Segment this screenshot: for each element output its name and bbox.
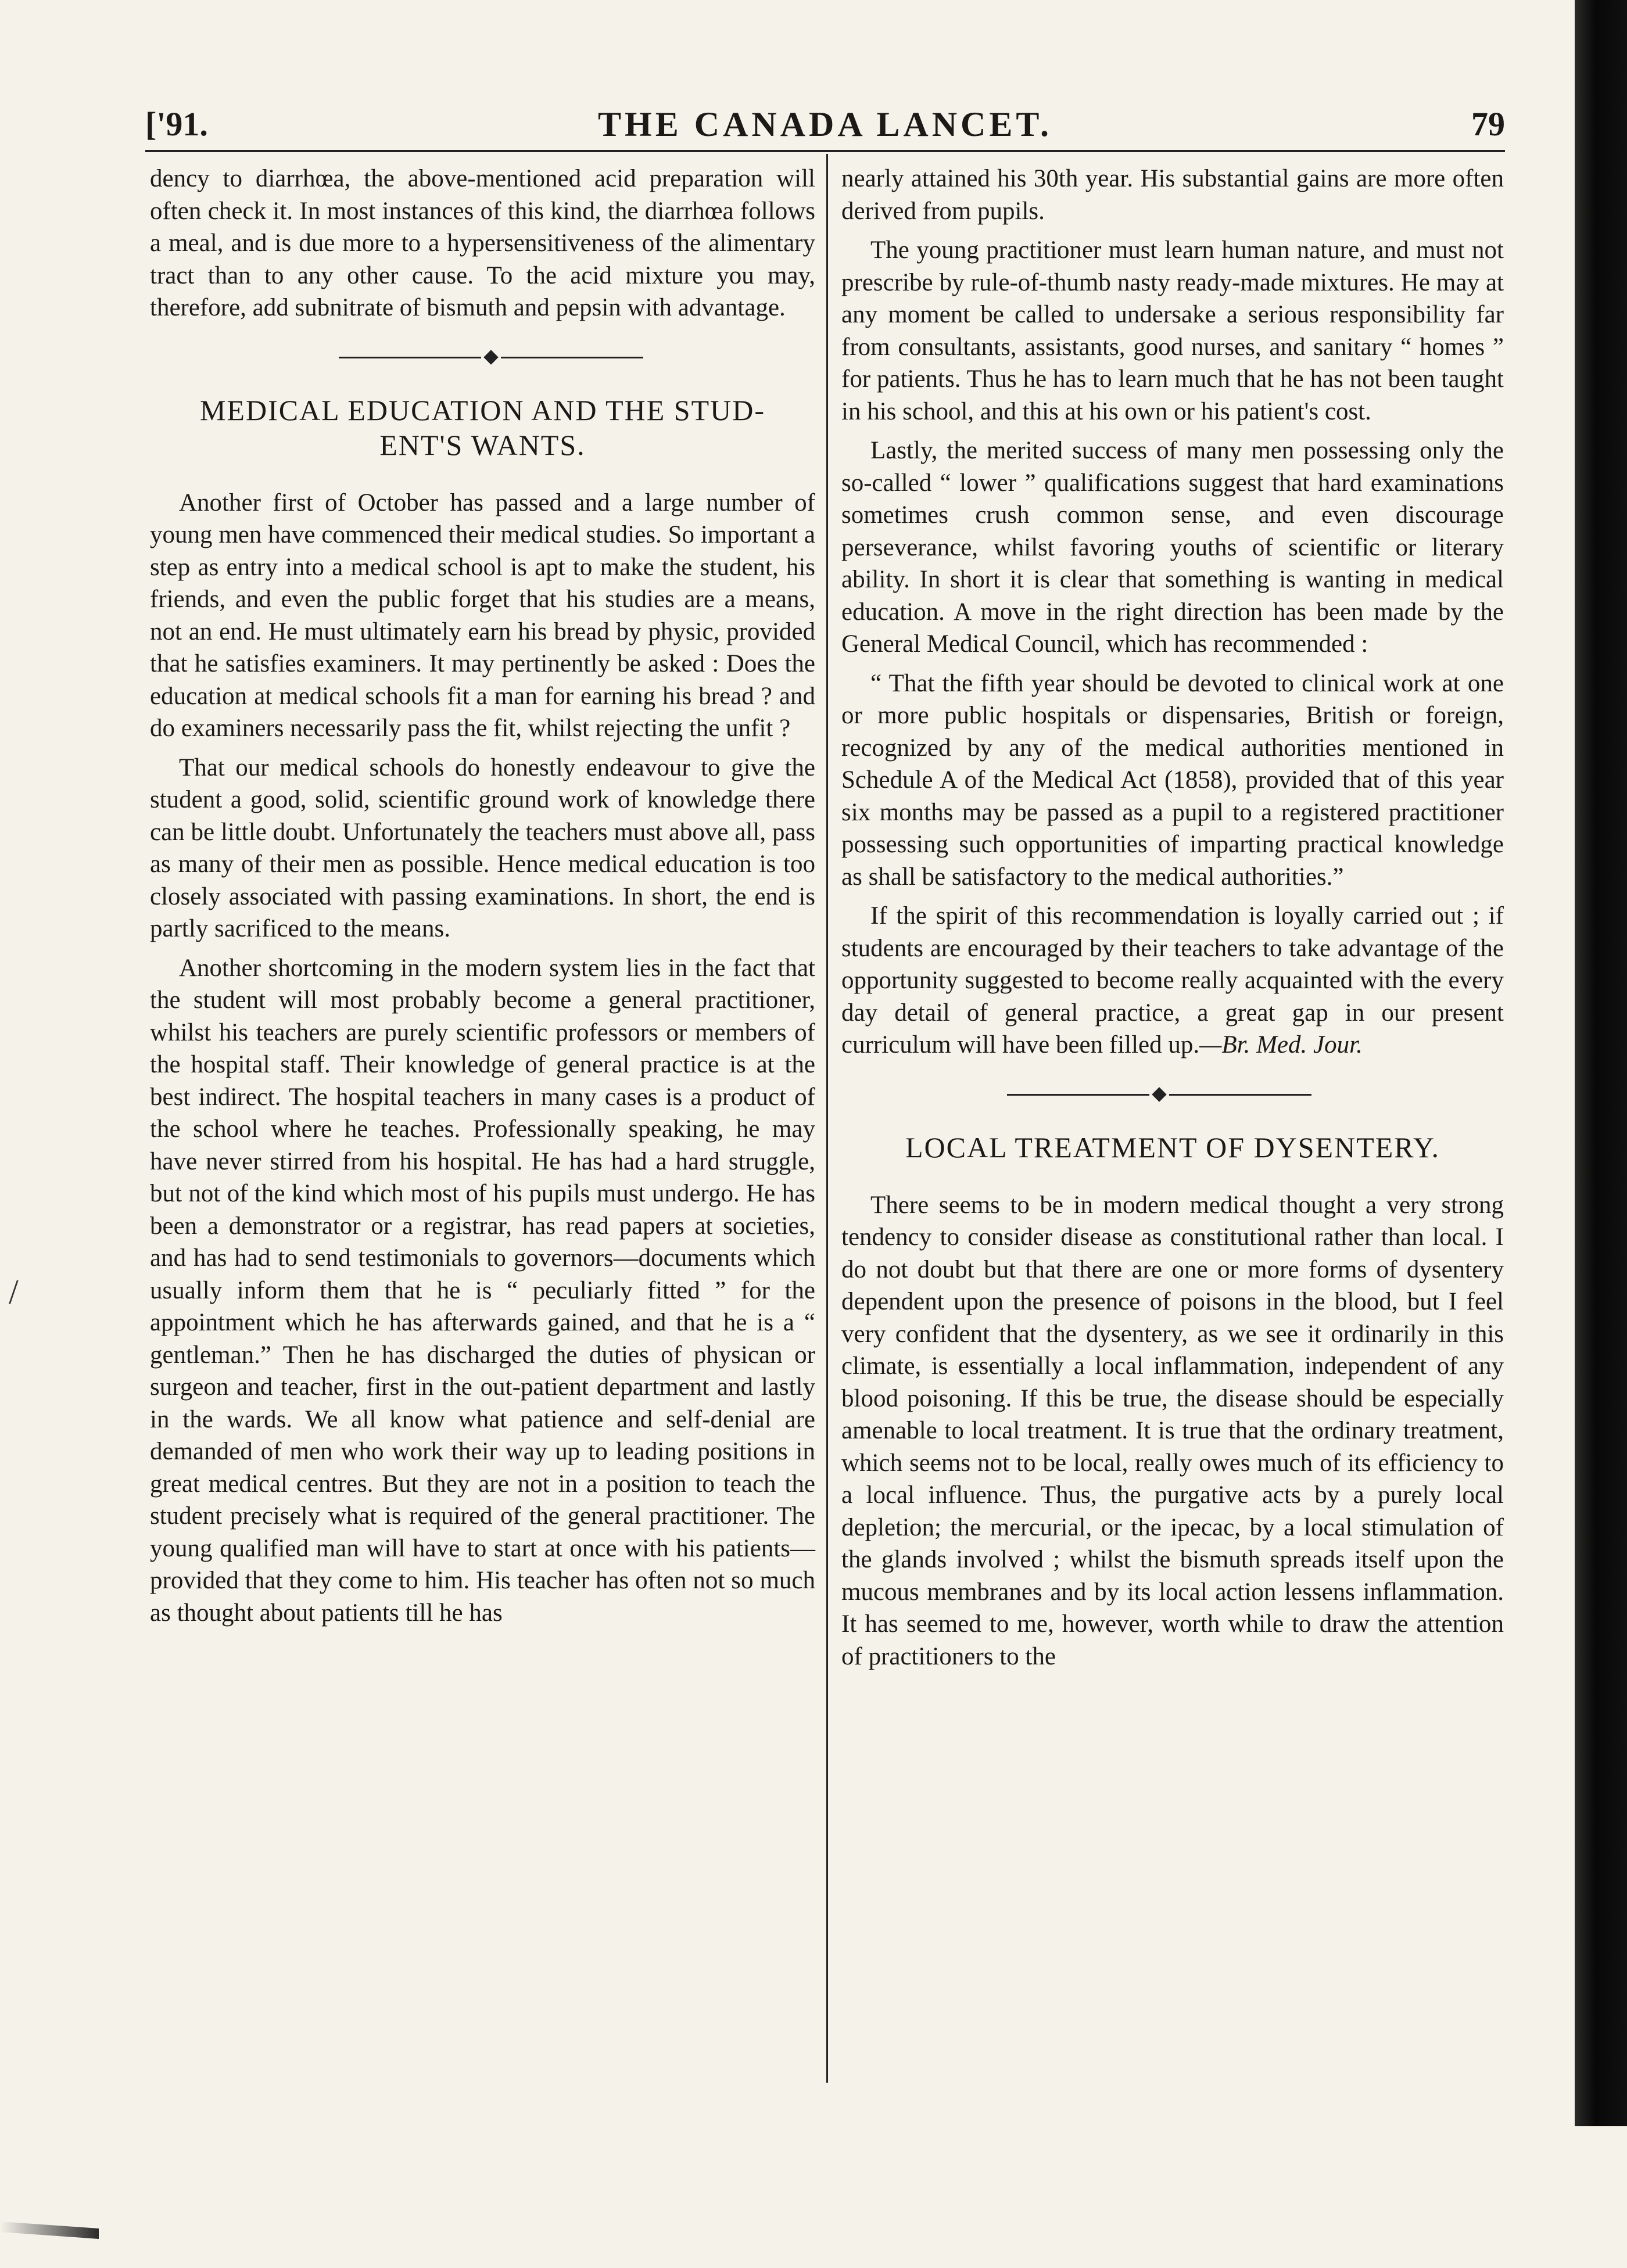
ornament-rule-right [1169, 1094, 1311, 1096]
ornament-rule-left [339, 357, 481, 358]
section-ornament [150, 346, 815, 369]
ornament-rule-right [501, 357, 643, 358]
paragraph: There seems to be in modern medical thought a very strong tendency to consider disease as constitutional rather than local. I do not doubt but that there are one or more forms of dysentery dependent upon the presence of poisons in the blood, but I feel very confident that the dysentery, as we see it ordinarily in this climate, is essentially a local inflammation, independent of any blood poisoning. If this be true, the disease should be especially amenable to local treatment. It is true that the ordinary treatment, which seems not to be local, really owes much of its efficiency to a local influence. Thus, the purgative acts by a purely local depletion; the mercurial, or the ipecac, by a local stimulation of the glands involved ; whilst the bismuth spreads itself upon the mucous membranes and by its local action lessens inflammation. It has seemed to me, however, worth while to draw the attention of practitioners to the [841, 1191, 1504, 1670]
paragraph [841, 900, 1504, 1061]
header-year: ['91. [145, 105, 208, 143]
left-column [150, 163, 815, 1636]
heading-line-2: ENT'S WANTS. [379, 428, 586, 461]
paragraph: dency to diarrhœa, the above-mentioned acid preparation will often check it. In most instances of this kind, the diarrhœa follows a meal, and is due more to a hypersensitiveness of the alimentary tract than to any other cause. To the acid mixture you may, therefore, add subnitrate of bismuth and pepsin with advantage. [150, 165, 815, 321]
running-header [145, 93, 1505, 151]
right-column [841, 163, 1504, 1680]
section-ornament [841, 1083, 1504, 1107]
article-heading: LOCAL TREATMENT OF DYSENTERY. [905, 1131, 1440, 1164]
source-citation: —Br. Med. Jour. [1199, 1031, 1363, 1058]
paragraph: That our medical schools do honestly endeavour to give the student a good, solid, scientific ground work of knowledge there can be little doubt. Unfortunately the teachers must above all, pass as many of their men as possible. Hence medical education is too closely associated with passing examinations. In short, the end is partly sacrificed to the means. [150, 753, 815, 942]
page-number: 79 [1471, 105, 1505, 143]
ornament-diamond [1152, 1087, 1166, 1101]
ornament-diamond [483, 350, 498, 364]
margin-slash-mark: / [9, 1273, 19, 1311]
ornament-rule-left [1007, 1094, 1149, 1096]
article-heading [150, 393, 815, 462]
paragraph: The young practitioner must learn human nature, and must not prescribe by rule-of-thumb nasty ready-made mixtures. He may at any moment be called to undersake a serious responsibility far from consultants, assistants, good nurses, and sanitary “ homes ” for patients. Thus he has to learn much that he has not been taught in his school, and this at his own or his patient's cost. [841, 236, 1504, 425]
paragraph: nearly attained his 30th year. His substantial gains are more often derived from pupils. [841, 165, 1504, 225]
paragraph-text: If the spirit of this recommendation is loyally carried out ; if students are encouraged by their teachers to take advantage of the opportunity suggested to become really acquainted with the every day detail of general practice, a great gap in our present curriculum will have been filled up. [841, 902, 1504, 1058]
binding-edge [1575, 0, 1627, 2126]
heading-line-1: MEDICAL EDUCATION AND THE STUD- [199, 393, 766, 426]
header-rule [145, 150, 1505, 152]
paragraph: Another shortcoming in the modern system lies in the fact that the student will most probably become a general practitioner, whilst his teachers are purely scientific professors or members of the hospital staff. Their knowledge of general practice is at the best indirect. The hospital teachers in many cases is a product of the school where he teaches. Professionally speaking, he may have never stirred from his hospital. He has had a hard struggle, but not of the kind which most of his pupils must undergo. He has been a demonstrator or a registrar, has read papers at societies, and has had to send testimonials to governors—documents which usually inform them that he is “ peculiarly fitted ” for the appointment which he has afterwards gained, and that he is a “ gentleman.” Then he has discharged the duties of physican or surgeon and teacher, first in the out-patient department and lastly in the wards. We all know what patience and self-denial are demanded of men who work their way up to leading positions in great medical centres. But they are not in a position to teach the student precisely what is required of the general practitioner. The young qualified man will have to start at once with his patients—provided that they come to him. His teacher has often not so much as thought about patients till he has [150, 954, 815, 1627]
paragraph: Another first of October has passed and a large number of young men have commenced their medical studies. So important a step as entry into a medical school is apt to make the student, his friends, and even the public forget that his studies are a means, not an end. He must ultimately earn his bread by physic, provided that he satisfies examiners. It may pertinently be asked : Does the education at medical schools fit a man for earning his bread ? and do examiners necessarily pass the fit, whilst rejecting the unfit ? [150, 489, 815, 742]
scan-smudge [0, 2222, 99, 2239]
paragraph: Lastly, the merited success of many men possessing only the so-called “ lower ” qualifications suggest that hard examinations sometimes crush common sense, and even discourage perseverance, whilst favoring youths of scientific or literary ability. In short it is clear that something is wanting in medical education. A move in the right direction has been made by the General Medical Council, which has recommended : [841, 437, 1504, 658]
journal-title: THE CANADA LANCET. [598, 105, 1052, 143]
column-divider [826, 154, 828, 2083]
quotation: “ That the fifth year should be devoted to clinical work at one or more public hospitals or dispensaries, British or foreign, recognized by any of the medical authorities mentioned in Schedule A of the Medical Act (1858), provided that of this year six months may be passed as a pupil to a registered practitioner possessing such opportunities of imparting practical knowledge as shall be satisfactory to the medical authorities.” [841, 669, 1504, 891]
